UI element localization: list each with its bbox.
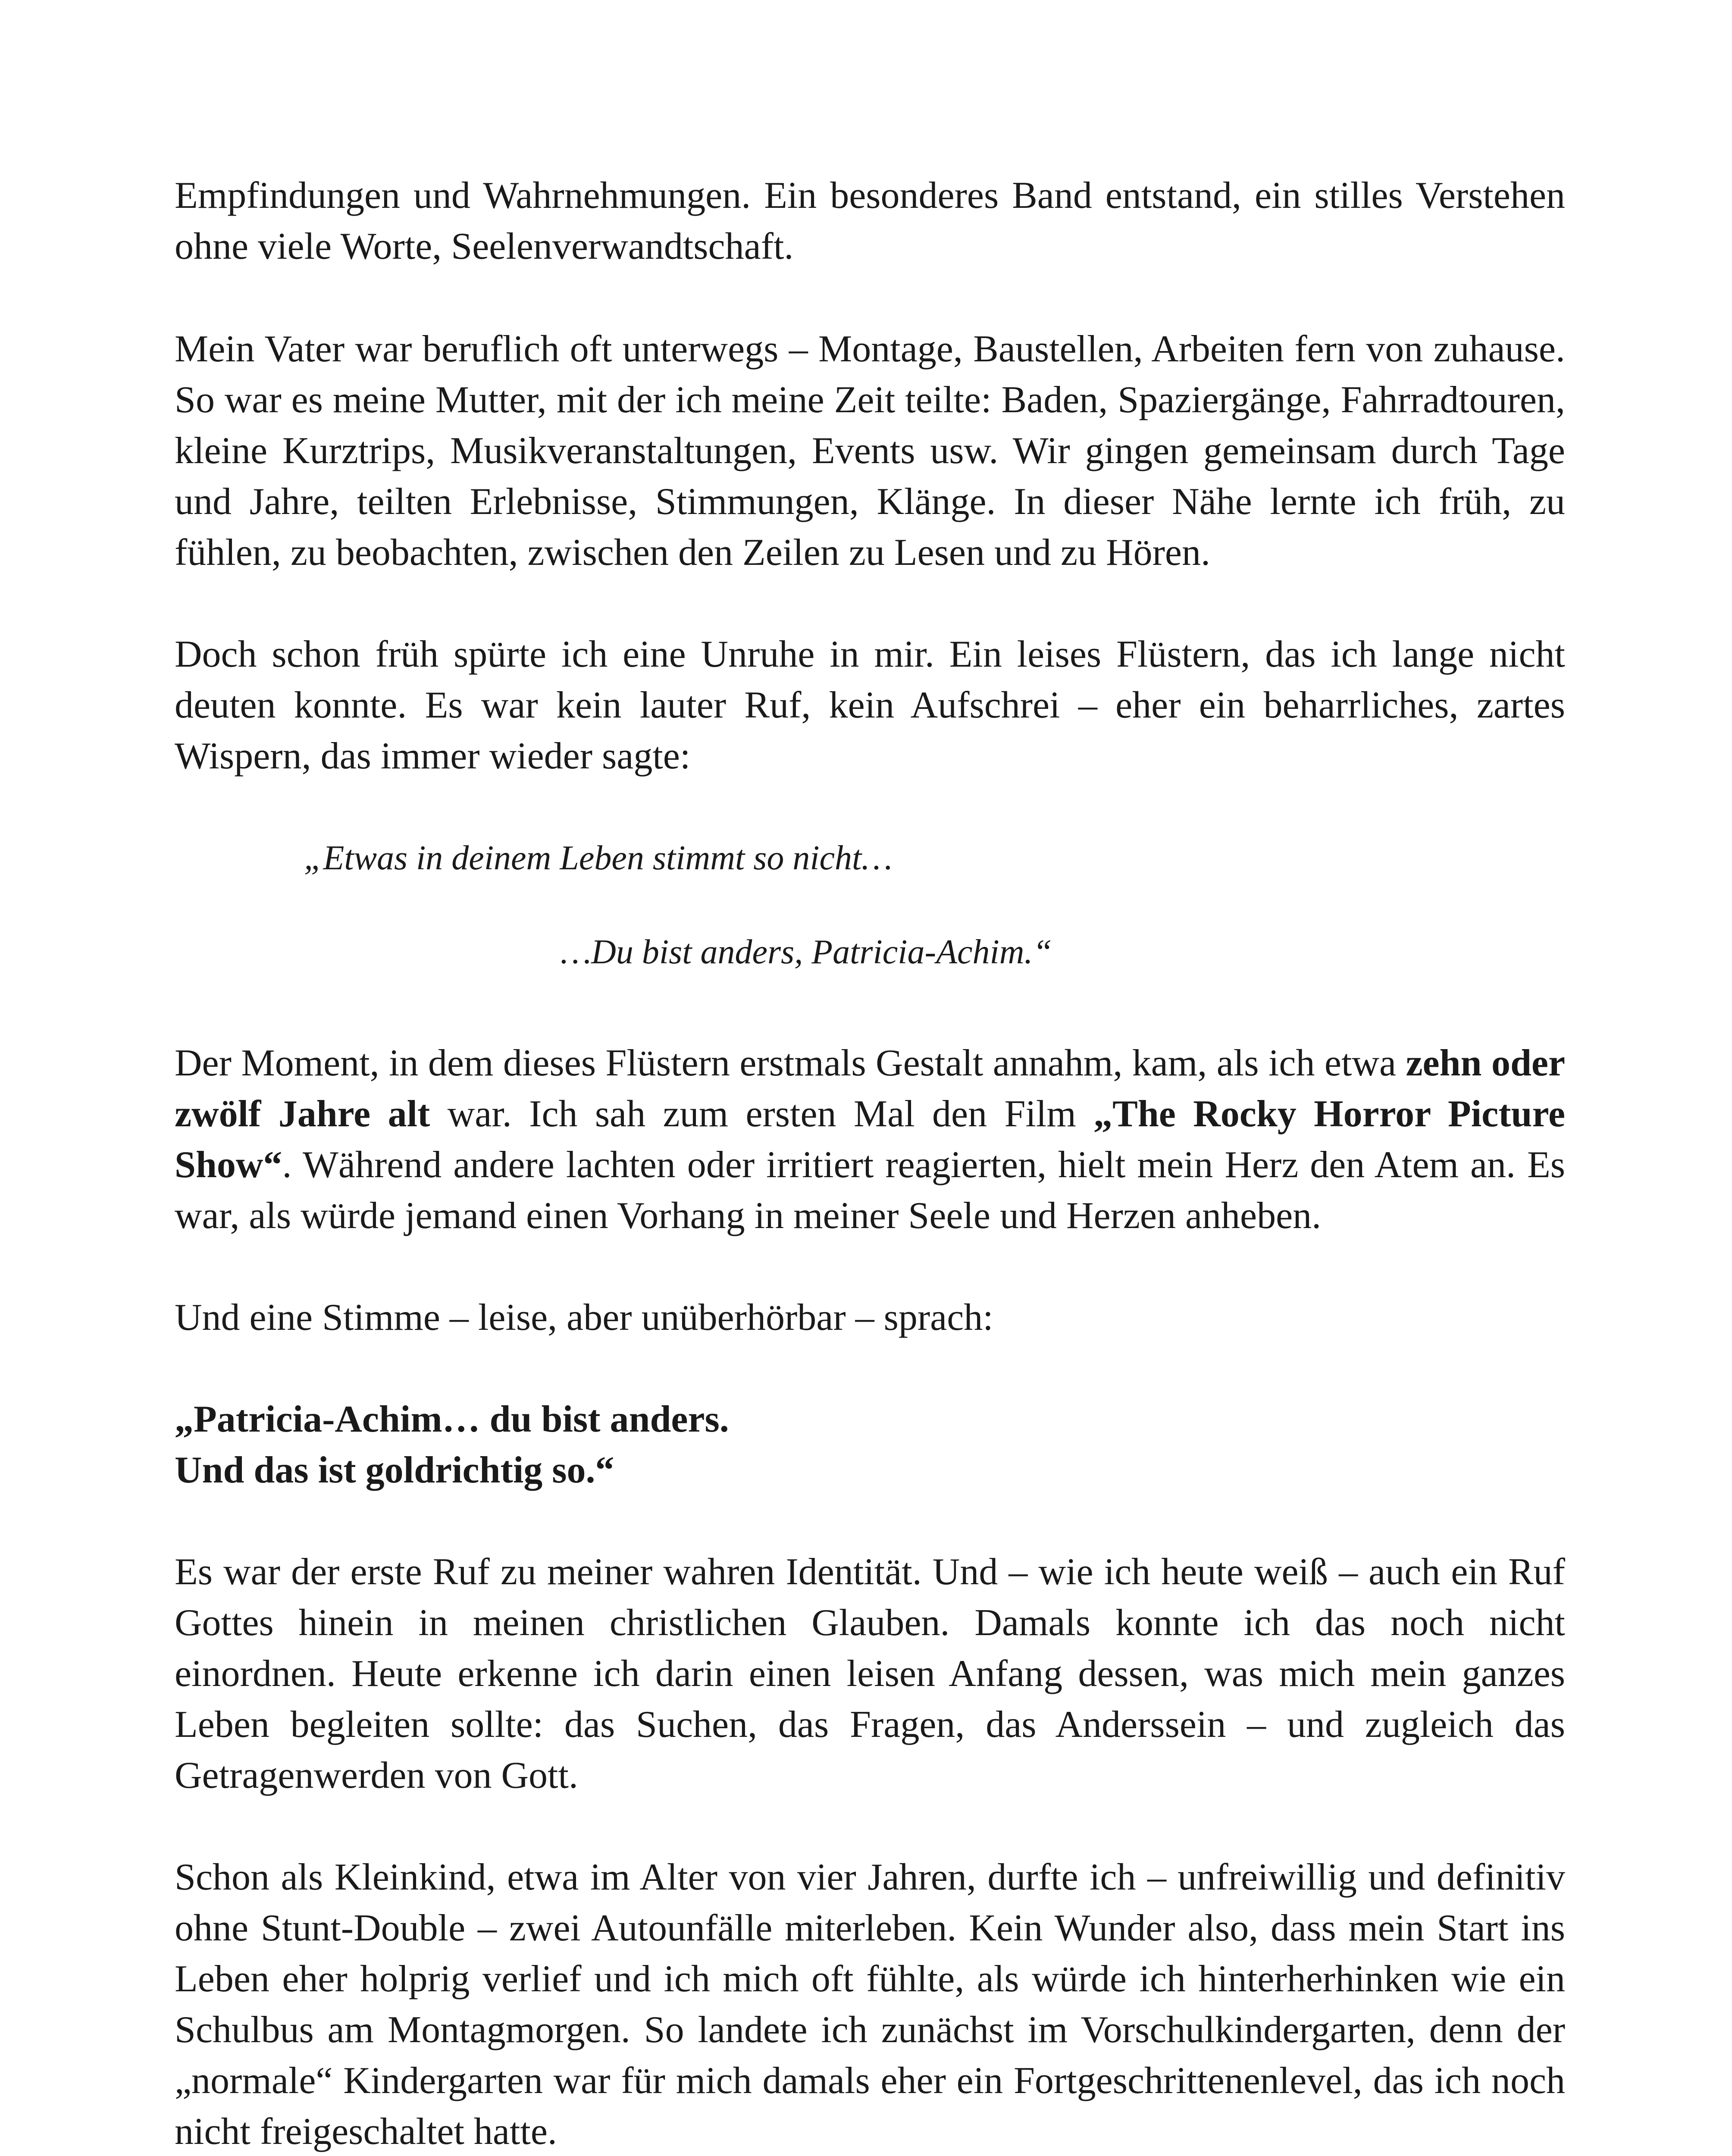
paragraph-4-text-1: Der Moment, in dem dieses Flüstern erstmals Gestalt annahm, kam, als ich etwa: [175, 1042, 1406, 1084]
paragraph-2: Mein Vater war beruflich oft unterwegs – Montage, Baustellen, Arbeiten fern von zuhause. So war es meine Mutter, mit der ich meine Zeit teilte: Baden, Spaziergänge, Fahrradtouren, kleine Kurztrips, Musikveranstaltungen, Events usw. Wir gingen gemeinsam durch Tage und Jahre, teilten Erlebnisse, Stimmungen, Klänge. In dieser Nähe lernte ich früh, zu fühlen, zu beobachten, zwischen den Zeilen zu Lesen und zu Hören.: [175, 328, 1565, 573]
paragraph-4-bold-age: zehn oder zwölf Jahre alt: [175, 1042, 1565, 1135]
bold-quote-line-1: „Patricia-Achim… du bist anders.: [175, 1398, 729, 1440]
paragraph-3: Doch schon früh spürte ich eine Unruhe in mir. Ein leises Flüstern, das ich lange nicht deuten konnte. Es war kein lauter Ruf, kein Aufschrei – eher ein beharrliches, zartes Wispern, das immer wieder sagte:: [175, 633, 1565, 777]
paragraph-6: Es war der erste Ruf zu meiner wahren Identität. Und – wie ich heute weiß – auch ein Ruf Gottes hinein in meinen christlichen Glauben. Damals konnte ich das noch nicht einordnen. Heute erkenne ich darin einen leisen Anfang dessen, was mich mein ganzes Leben begleiten sollte: das Suchen, das Fragen, das Anderssein – und zugleich das Getragenwerden von Gott.: [175, 1551, 1565, 1796]
paragraph-4: [175, 1038, 1565, 1241]
bold-quote-line-2: Und das ist goldrichtig so.“: [175, 1449, 614, 1491]
italic-quote-line-2: …Du bist anders, Patricia-Achim.“: [561, 933, 1052, 971]
paragraph-7: Schon als Kleinkind, etwa im Alter von vier Jahren, durfte ich – unfreiwillig und definitiv ohne Stunt-Double – zwei Autounfälle miterleben. Kein Wunder also, dass mein Start ins Leben eher holprig verlief und ich mich oft fühlte, als würde ich hinterherhinken wie ein Schulbus am Montagmorgen. So landete ich zunächst im Vorschulkindergarten, denn der „normale“ Kindergarten war für mich damals eher ein Fortgeschrittenenlevel, das ich noch nicht freigeschaltet hatte.: [175, 1856, 1565, 2153]
paragraph-1: Empfindungen und Wahrnehmungen. Ein besonderes Band entstand, ein stilles Verstehen ohne viele Worte, Seelenverwandtschaft.: [175, 175, 1565, 267]
italic-quote-line-1: „Etwas in deinem Leben stimmt so nicht…: [304, 839, 893, 877]
paragraph-4-bold-film-title: „The Rocky Horror Picture Show“: [175, 1093, 1566, 1186]
page-content: [175, 170, 1565, 2156]
paragraph-4-text-2: war. Ich sah zum ersten Mal den Film: [430, 1093, 1094, 1135]
paragraph-5: Und eine Stimme – leise, aber unüberhörbar – sprach:: [175, 1297, 993, 1338]
bold-quote: [175, 1394, 1565, 1496]
paragraph-4-text-3: . Während andere lachten oder irritiert reagierten, hielt mein Herz den Atem an. Es war, als würde jemand einen Vorhang in meiner Seele und Herzen anheben.: [175, 1144, 1565, 1237]
